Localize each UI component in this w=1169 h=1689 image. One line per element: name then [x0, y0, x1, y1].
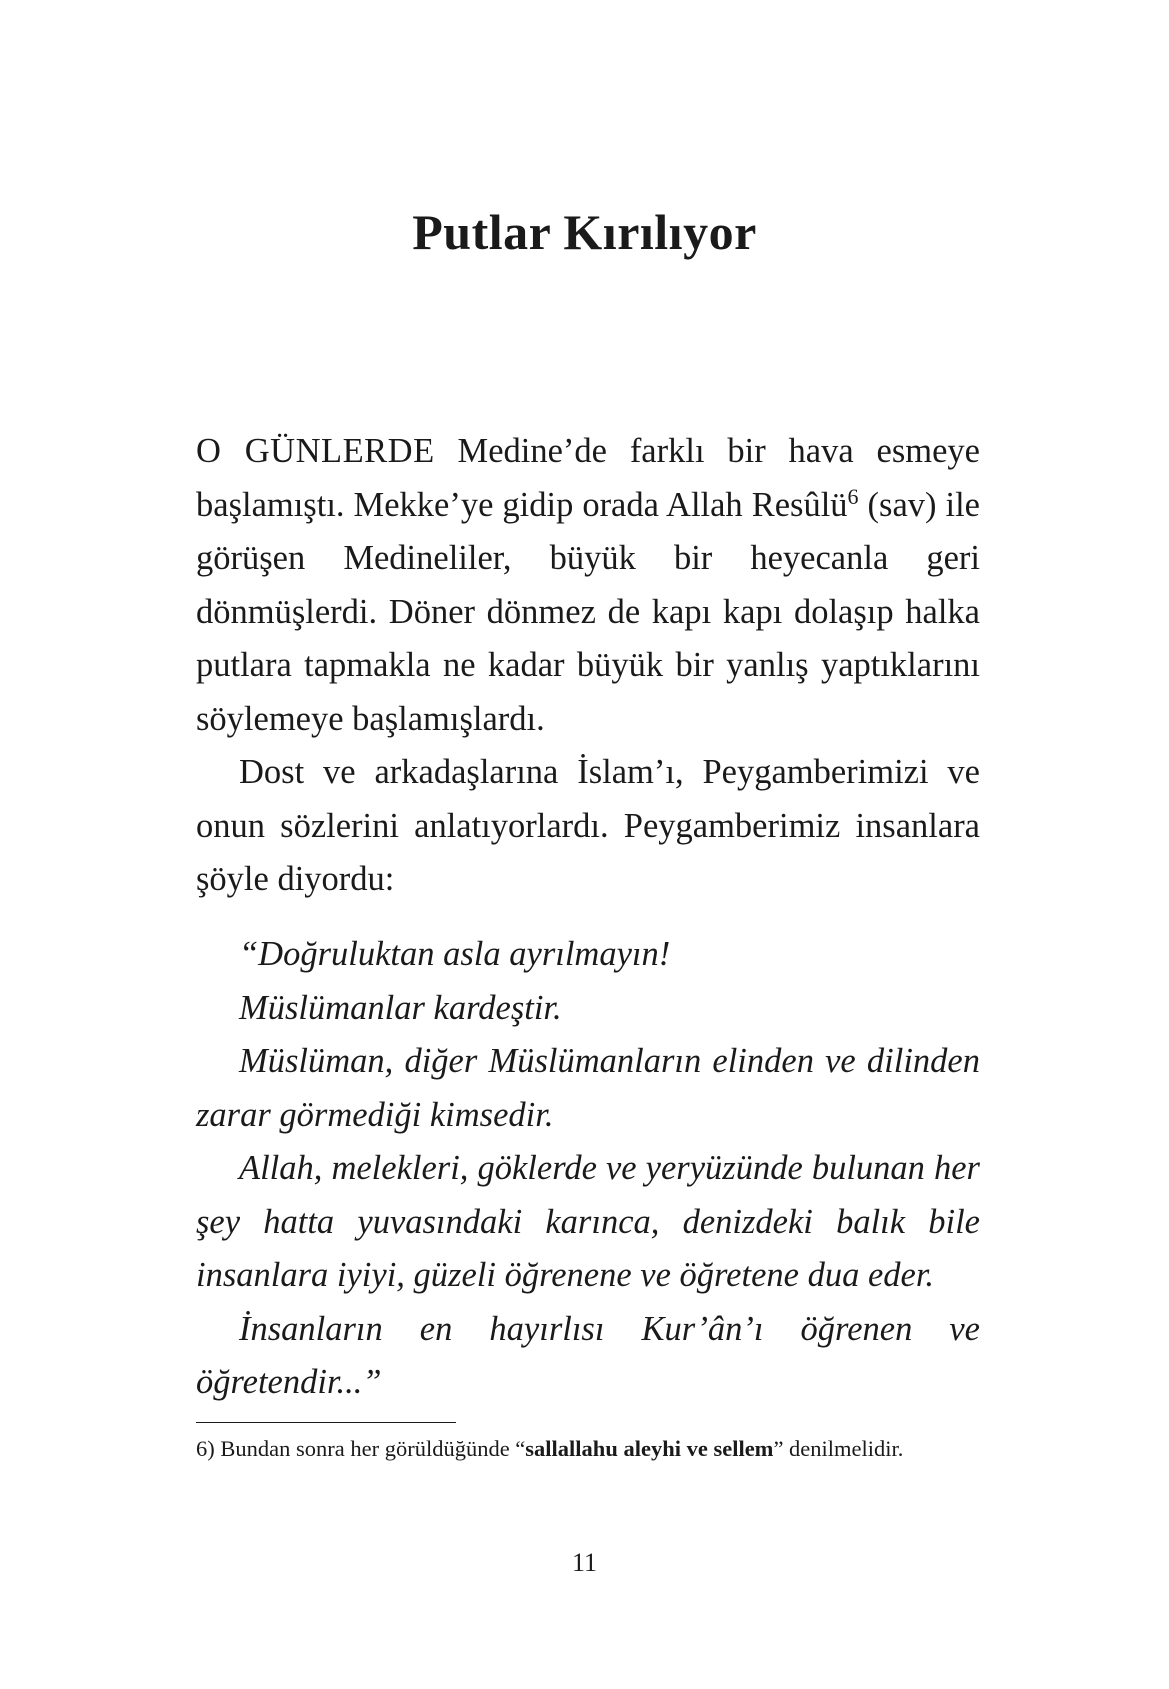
- footnote-divider: [196, 1422, 456, 1423]
- paragraph-2: Dost ve arkadaşlarına İslam’ı, Peygamberimizi ve onun sözlerini anlatıyorlardı. Peygamberimiz insanlara şöyle diyordu:: [196, 753, 980, 898]
- footnote-reference: 6: [847, 483, 859, 509]
- footnote: [196, 1433, 980, 1465]
- quote-line: Müslüman, diğer Müslümanların elinden ve dilinden zarar görmediği kimsedir.: [196, 1042, 980, 1134]
- page-number: 11: [571, 1548, 598, 1577]
- quote-line: “Doğruluktan asla ayrılmayın!: [239, 935, 671, 973]
- quote-line: İnsanların en hayırlısı Kur’ân’ı öğrenen ve öğretendir...”: [196, 1309, 980, 1401]
- footnote-bold-phrase: sallallahu aleyhi ve sellem: [525, 1436, 774, 1461]
- footnote-prefix: 6) Bundan sonra her görüldüğünde “: [196, 1436, 526, 1461]
- paragraph-1-part-1: Medine’de farklı bir hava esmeye başlamıştı. Mekke’ye gidip orada Allah Resûlü: [196, 432, 980, 524]
- chapter-title: Putlar Kırılıyor: [412, 204, 757, 260]
- footnote-suffix: ” denilmelidir.: [773, 1436, 904, 1461]
- body-text: [196, 425, 980, 907]
- paragraph-1-part-2: (sav) ile görüşen Medineliler, büyük bir heyecanla geri dönmüşlerdi. Döner dönmez de kapı kapı dolaşıp halka putlara tapmakla ne kadar büyük bir yanlış yaptıklarını söylemeye başlamışlardı.: [196, 485, 980, 738]
- quote-line: Allah, melekleri, göklerde ve yeryüzünde bulunan her şey hatta yuvasındaki karınca, denizdeki balık bile insanlara iyiyi, güzeli öğrenene ve öğretene dua eder.: [196, 1149, 980, 1294]
- paragraph-1: [196, 425, 980, 746]
- lead-in-caps: O GÜNLERDE: [196, 432, 435, 470]
- hadith-quote: [196, 928, 980, 1410]
- quote-line: Müslümanlar kardeştir.: [239, 988, 562, 1027]
